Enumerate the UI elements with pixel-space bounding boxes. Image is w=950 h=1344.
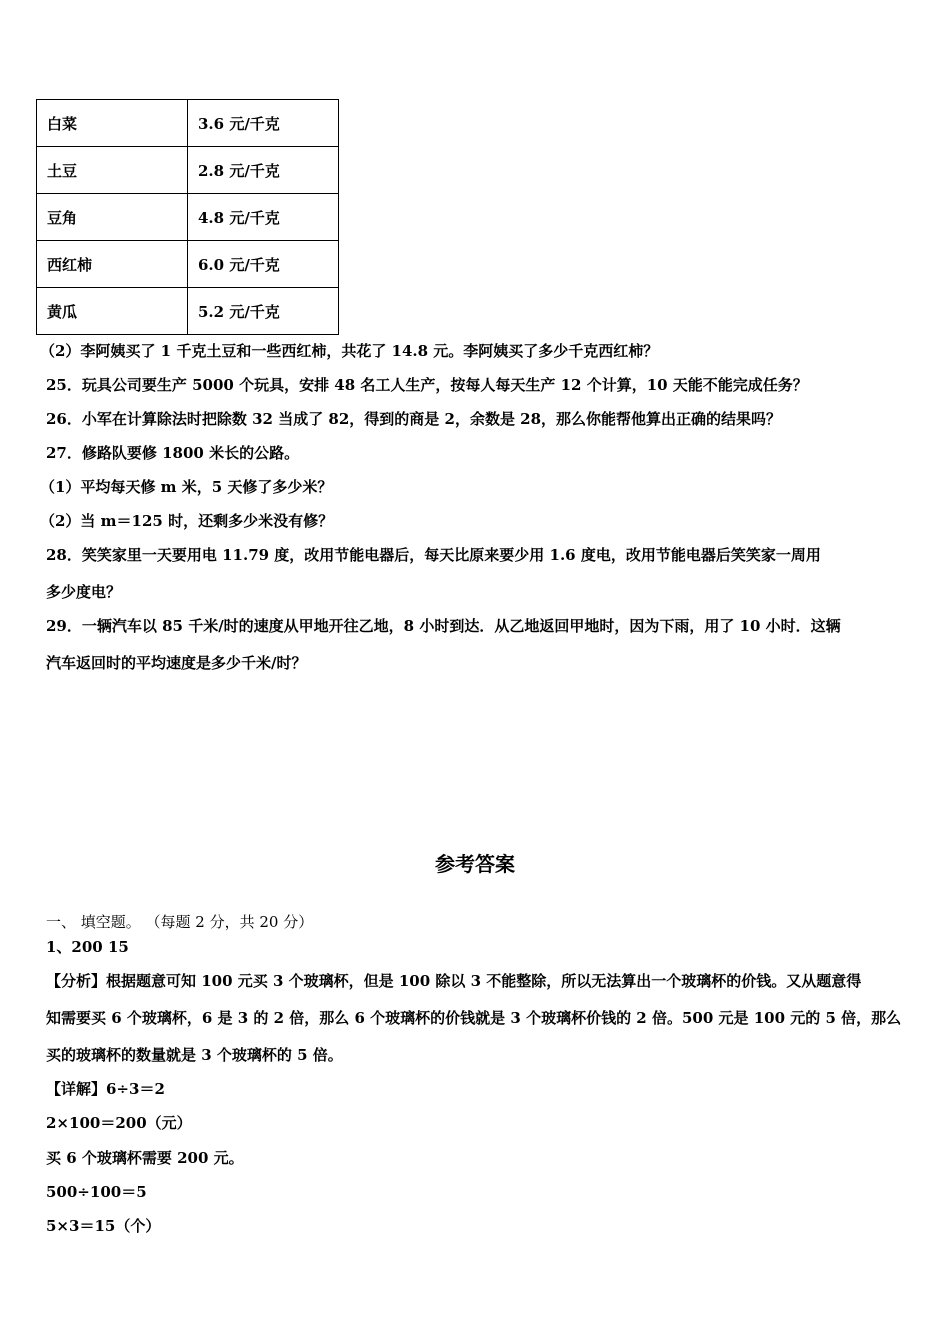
analysis-line-2: 知需要买 6 个玻璃杯，6 是 3 的 2 倍，那么 6 个玻璃杯的价钱就是 3 个玻璃杯价钱的 2 倍。500 元是 100 元的 5 倍，那么 xyxy=(46,1009,902,1027)
question-29-line-1: 29．一辆汽车以 85 千米/时的速度从甲地开往乙地，8 小时到达．从乙地返回甲地时，因为下雨，用了 10 小时．这辆 xyxy=(46,617,841,635)
vegetable-name: 黄瓜 xyxy=(37,288,188,335)
question-27: 27．修路队要修 1800 米长的公路。 xyxy=(46,444,300,462)
table-row xyxy=(37,194,339,241)
vegetable-price-table xyxy=(36,99,339,335)
vegetable-price: 3.6 元/千克 xyxy=(188,100,339,147)
question-29-line-2: 汽车返回时的平均速度是多少千米/时？ xyxy=(46,654,307,672)
vegetable-price: 2.8 元/千克 xyxy=(188,147,339,194)
question-27-part-1: （1）平均每天修 m 米，5 天修了多少米？ xyxy=(40,478,333,496)
answer-1: 1、200 15 xyxy=(46,938,129,956)
question-28-line-1: 28．笑笑家里一天要用电 11.79 度，改用节能电器后，每天比原来要少用 1.6 度电，改用节能电器后笑笑家一周用 xyxy=(46,546,821,564)
vegetable-price: 6.0 元/千克 xyxy=(188,241,339,288)
detail-line-2: 2×100＝200（元） xyxy=(46,1114,192,1132)
table-row xyxy=(37,100,339,147)
vegetable-name: 土豆 xyxy=(37,147,188,194)
question-24-part-2: （2）李阿姨买了 1 千克土豆和一些西红柿，共花了 14.8 元。李阿姨买了多少千克西红柿？ xyxy=(40,342,659,360)
question-27-part-2: （2）当 m＝125 时，还剩多少米没有修？ xyxy=(40,512,334,530)
question-28-line-2: 多少度电？ xyxy=(46,583,122,601)
vegetable-price: 4.8 元/千克 xyxy=(188,194,339,241)
analysis-line-1: 【分析】根据题意可知 100 元买 3 个玻璃杯，但是 100 除以 3 不能整除，所以无法算出一个玻璃杯的价钱。又从题意得 xyxy=(46,972,862,990)
question-26: 26．小军在计算除法时把除数 32 当成了 82，得到的商是 2，余数是 28，那么你能帮他算出正确的结果吗？ xyxy=(46,410,782,428)
vegetable-name: 西红柿 xyxy=(37,241,188,288)
vegetable-price: 5.2 元/千克 xyxy=(188,288,339,335)
detail-line-1: 【详解】6÷3＝2 xyxy=(46,1080,165,1098)
question-25: 25．玩具公司要生产 5000 个玩具，安排 48 名工人生产，按每人每天生产 12 个计算，10 天能不能完成任务？ xyxy=(46,376,808,394)
detail-line-4: 500÷100＝5 xyxy=(46,1183,147,1201)
table-row xyxy=(37,288,339,335)
answers-title: 参考答案 xyxy=(435,852,515,876)
analysis-line-3: 买的玻璃杯的数量就是 3 个玻璃杯的 5 倍。 xyxy=(46,1046,343,1064)
table-row xyxy=(37,147,339,194)
vegetable-name: 白菜 xyxy=(37,100,188,147)
detail-line-5: 5×3＝15（个） xyxy=(46,1217,161,1235)
section-heading: 一、 填空题。 （每题 2 分，共 20 分） xyxy=(46,913,314,931)
vegetable-name: 豆角 xyxy=(37,194,188,241)
detail-line-3: 买 6 个玻璃杯需要 200 元。 xyxy=(46,1149,244,1167)
table-row xyxy=(37,241,339,288)
